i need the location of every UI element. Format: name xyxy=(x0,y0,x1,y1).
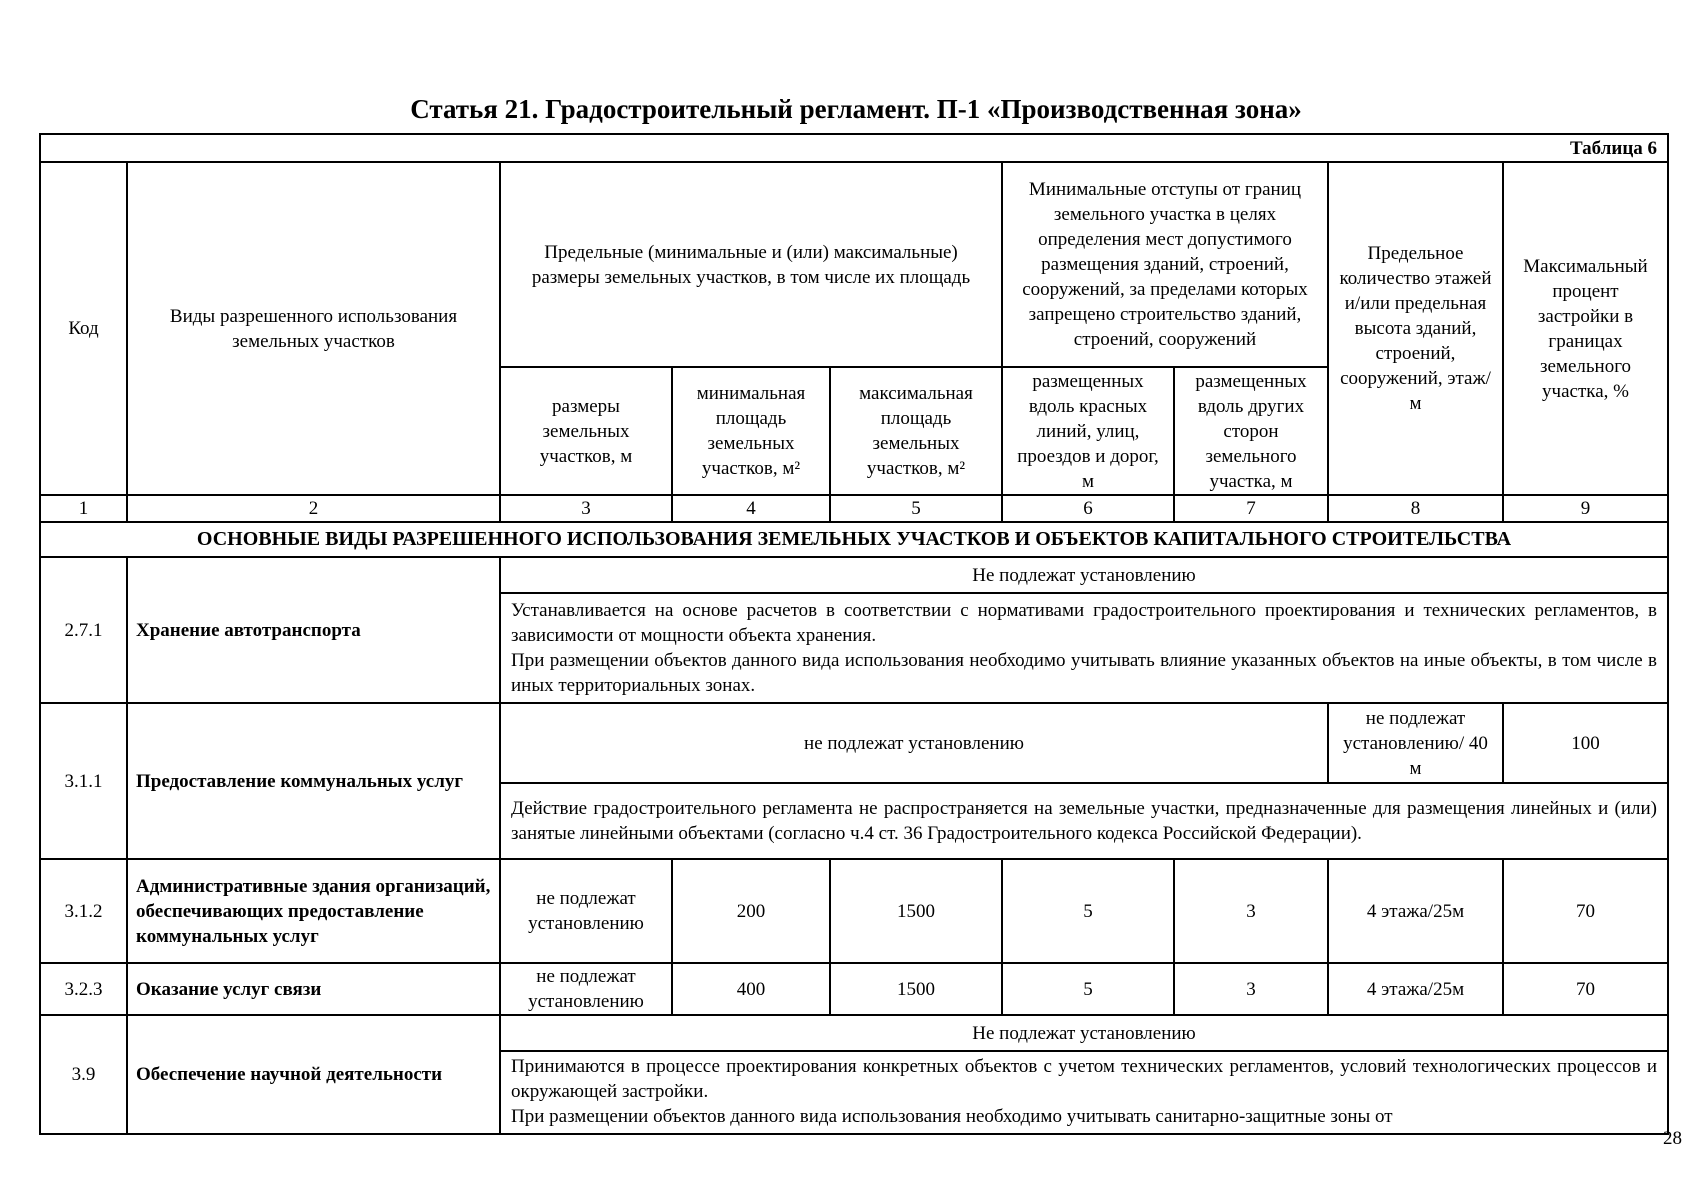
setback-red-value: 5 xyxy=(1002,859,1174,963)
setback-other-value: 3 xyxy=(1174,963,1328,1015)
max-area-value: 1500 xyxy=(830,963,1002,1015)
regulation-table xyxy=(39,133,1669,1135)
row-name: Обеспечение научной деятельности xyxy=(127,1015,500,1134)
section-title: ОСНОВНЫЕ ВИДЫ РАЗРЕШЕННОГО ИСПОЛЬЗОВАНИЯ ЗЕМЕЛЬНЫХ УЧАСТКОВ И ОБЪЕКТОВ КАПИТАЛЬНОГО СТРОИТЕЛЬСТВА xyxy=(40,522,1668,557)
header-plot-sizes: Предельные (минимальные и (или) максимальные) размеры земельных участков, в том числе их площадь xyxy=(500,162,1002,367)
row-name: Административные здания организаций, обеспечивающих предоставление коммунальных услуг xyxy=(127,859,500,963)
row-note: Действие градостроительного регламента не распространяется на земельные участки, предназначенные для размещения линейных и (или) занятые линейными объектами (согласно ч.4 ст. 36 Градостроительного кодекса Российской Федерации). xyxy=(500,783,1668,859)
header-plot-dims: размеры земельных участков, м xyxy=(500,367,672,495)
header-setback-other: размещенных вдоль других сторон земельного участка, м xyxy=(1174,367,1328,495)
note-paragraph: Устанавливается на основе расчетов в соответствии с нормативами градостроительного проектирования и технических регламентов, в зависимости от мощности объекта хранения. xyxy=(511,600,1658,646)
percent-value: 70 xyxy=(1503,963,1668,1015)
row-note xyxy=(500,593,1668,703)
header-setbacks: Минимальные отступы от границ земельного участка в целях определения мест допустимого размещения зданий, строений, сооружений, за пределами которых запрещено строительство зданий, строений, сооружений xyxy=(1002,162,1328,367)
table-caption: Таблица 6 xyxy=(40,134,1668,162)
percent-value: 100 xyxy=(1503,703,1668,783)
column-number: 1 xyxy=(40,495,127,522)
column-number: 3 xyxy=(500,495,672,522)
floors-value: 4 этажа/25м xyxy=(1328,859,1503,963)
row-code: 3.9 xyxy=(40,1015,127,1134)
not-set-text: не подлежат установлению xyxy=(500,703,1328,783)
note-paragraph: При размещении объектов данного вида использования необходимо учитывать влияние указанных объектов на иные объекты, в том числе в иных территориальных зонах. xyxy=(511,650,1658,696)
column-number: 5 xyxy=(830,495,1002,522)
column-number: 2 xyxy=(127,495,500,522)
sizes-value: не подлежат установлению xyxy=(500,963,672,1015)
not-set-text: Не подлежат установлению xyxy=(500,1015,1668,1051)
row-note xyxy=(500,1051,1668,1134)
page-number: 28 xyxy=(1663,1128,1682,1149)
row-name: Оказание услуг связи xyxy=(127,963,500,1015)
note-paragraph: При размещении объектов данного вида использования необходимо учитывать санитарно-защитные зоны от xyxy=(511,1106,1393,1127)
column-number: 6 xyxy=(1002,495,1174,522)
header-code: Код xyxy=(40,162,127,495)
sizes-value: не подлежат установлению xyxy=(500,859,672,963)
page-title: Статья 21. Градостроительный регламент. П-1 «Производственная зона» xyxy=(410,94,1302,124)
row-code: 2.7.1 xyxy=(40,557,127,703)
header-max-percent: Максимальный процент застройки в границах земельного участка, % xyxy=(1503,162,1668,495)
not-set-text: Не подлежат установлению xyxy=(500,557,1668,593)
min-area-value: 200 xyxy=(672,859,830,963)
row-code: 3.1.1 xyxy=(40,703,127,859)
row-code: 3.1.2 xyxy=(40,859,127,963)
note-paragraph: Принимаются в процессе проектирования конкретных объектов с учетом технических регламентов, условий технологических процессов и окружающей застройки. xyxy=(511,1056,1658,1102)
header-min-area: минимальная площадь земельных участков, м² xyxy=(672,367,830,495)
floors-value: 4 этажа/25м xyxy=(1328,963,1503,1015)
setback-red-value: 5 xyxy=(1002,963,1174,1015)
row-name: Хранение автотранспорта xyxy=(127,557,500,703)
column-number: 7 xyxy=(1174,495,1328,522)
row-name: Предоставление коммунальных услуг xyxy=(127,703,500,859)
header-setback-red: размещенных вдоль красных линий, улиц, проездов и дорог, м xyxy=(1002,367,1174,495)
setback-other-value: 3 xyxy=(1174,859,1328,963)
header-use-types: Виды разрешенного использования земельных участков xyxy=(127,162,500,495)
header-max-area: максимальная площадь земельных участков, м² xyxy=(830,367,1002,495)
column-number: 8 xyxy=(1328,495,1503,522)
min-area-value: 400 xyxy=(672,963,830,1015)
column-number: 9 xyxy=(1503,495,1668,522)
max-area-value: 1500 xyxy=(830,859,1002,963)
header-floors: Предельное количество этажей и/или предельная высота зданий, строений, сооружений, этаж/м xyxy=(1328,162,1503,495)
row-code: 3.2.3 xyxy=(40,963,127,1015)
floors-value: не подлежат установлению/ 40 м xyxy=(1328,703,1503,783)
percent-value: 70 xyxy=(1503,859,1668,963)
column-number: 4 xyxy=(672,495,830,522)
